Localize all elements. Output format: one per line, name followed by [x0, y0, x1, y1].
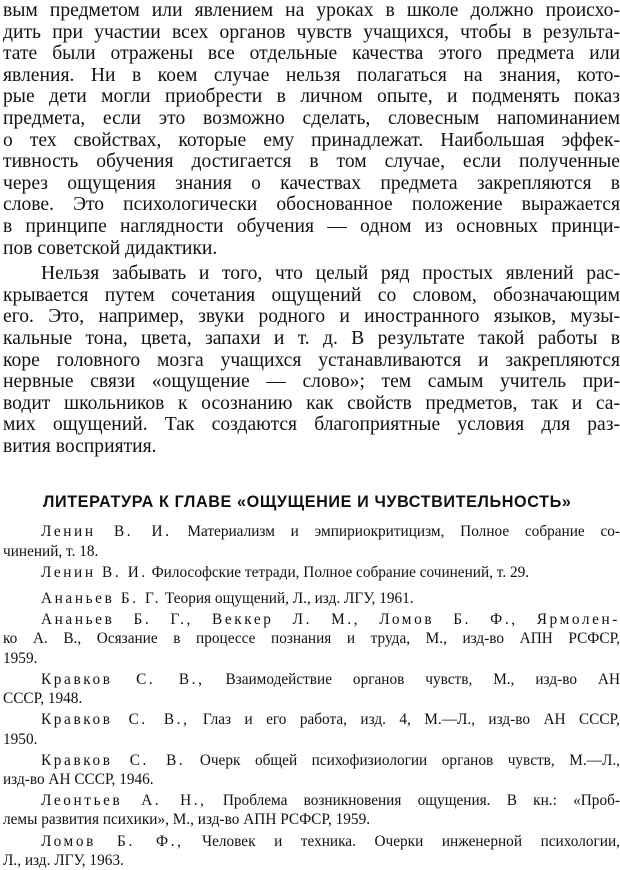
- reference-author: Леонтьев А. Н.,: [41, 792, 207, 810]
- reference-item: [3, 522, 620, 560]
- reference-line: Кравков С. В., Взаимодействие органов чувств, М., изд-во АН: [41, 670, 620, 688]
- reference-line: [3, 610, 620, 629]
- text-line: о тех свойствах, которые ему принадлежат. Наибольшая эффек-: [3, 129, 620, 151]
- reference-line: Ломов Б. Ф., Человек и техника. Очерки инженерной психологии,: [41, 832, 620, 850]
- text-line: вития восприятия.: [3, 435, 157, 457]
- text-line: пов советской дидактики.: [3, 237, 218, 259]
- reference-item: [3, 563, 620, 582]
- text-line: вым предметом или явлением на уроках в школе должно происхо-: [3, 0, 620, 21]
- text-line: явления. Ни в коем случае нельзя полагаться на знания, кото-: [3, 64, 620, 86]
- paragraph-2: [3, 263, 620, 457]
- text-line: в принципе наглядности обучения — одном из основных принци-: [3, 215, 620, 237]
- reference-item: [3, 710, 620, 748]
- text-line: мих ощущений. Так создаются благоприятные условия для раз-: [3, 414, 620, 436]
- text-line: его. Это, например, звуки родного и иностранного языков, музы-: [3, 306, 620, 328]
- reference-line: Ленин В. И. Философские тетради, Полное собрание сочинений, т. 29.: [41, 563, 530, 581]
- text-line: через ощущения знания о качествах предмета закрепляются в: [3, 172, 620, 194]
- text-line: крывается путем сочетания ощущений со словом, обозначающим: [3, 284, 620, 306]
- text-line: слове. Это психологически обоснованное положение выражается: [3, 194, 620, 216]
- reference-author: Ленин В. И.: [41, 563, 148, 581]
- text-line: Нельзя забывать и того, что целый ряд простых явлений рас-: [41, 263, 620, 285]
- reference-author: Ленин В. И.: [41, 523, 172, 541]
- reference-line: СССР, 1948.: [3, 690, 83, 708]
- reference-list: [3, 522, 620, 869]
- text-line: рые дети могли приобрести в личном опыте, и подменять показ: [3, 86, 620, 108]
- reference-line: Л., изд. ЛГУ, 1963.: [3, 851, 124, 869]
- reference-line: лемы развития психики», М., изд-во АПН РСФСР, 1959.: [3, 811, 371, 829]
- text-line: кальные тона, цвета, запахи и т. д. В результате такой работы в: [3, 327, 620, 349]
- reference-item: [3, 791, 620, 829]
- reference-line: Кравков С. В. Очерк общей психофизиологии органов чувств, М.—Л.,: [41, 751, 620, 769]
- text-line: тивность обучения достигается в том случае, если полученные: [3, 151, 620, 173]
- reference-line: Кравков С. В., Глаз и его работа, изд. 4, М.—Л., изд-во АН СССР,: [41, 711, 620, 729]
- reference-line: чинений, т. 18.: [3, 542, 99, 560]
- reference-author: Ломов Б. Ф.,: [41, 832, 184, 850]
- reference-author: Ананьев Б. Г., Веккер Л. М., Ломов Б. Ф., Ярмолен-: [41, 611, 620, 629]
- text-line: нервные связи «ощущение — слово»; тем самым учитель при-: [3, 371, 620, 393]
- text-line: коре головного мозга учащихся устанавливаются и закрепляются: [3, 349, 620, 371]
- reference-line: 1950.: [3, 730, 38, 748]
- reference-author: Кравков С. В.: [41, 751, 186, 769]
- reference-item: [3, 610, 620, 668]
- paragraph-1: [3, 0, 620, 259]
- reference-author: Ананьев Б. Г.: [41, 590, 162, 608]
- reference-item: [3, 832, 620, 870]
- reference-item: [3, 670, 620, 708]
- body-text: [3, 0, 620, 457]
- text-line: водит школьников к осознанию как свойств предметов, так и са-: [3, 392, 620, 414]
- reference-author: Кравков С. В.,: [41, 670, 205, 688]
- reference-line: Ананьев Б. Г. Теория ощущений, Л., изд. ЛГУ, 1961.: [41, 590, 414, 608]
- reference-line: изд-во АН СССР, 1946.: [3, 770, 154, 788]
- text-line: тате были отражены все отдельные качества этого предмета или: [3, 43, 620, 65]
- reference-line: 1959.: [3, 649, 38, 667]
- section-heading: ЛИТЕРАТУРА К ГЛАВЕ «ОЩУЩЕНИЕ И ЧУВСТВИТЕЛЬНОСТЬ»: [43, 493, 572, 512]
- reference-item: [3, 589, 620, 608]
- reference-line: Ленин В. И. Материализм и эмпириокритицизм, Полное собрание со-: [41, 523, 620, 541]
- reference-line: ко А. В., Осязание в процессе познания и труда, М., изд-во АПН РСФСР,: [3, 630, 620, 648]
- reference-line: Леонтьев А. Н., Проблема возникновения ощущения. В кн.: «Проб-: [41, 792, 620, 810]
- text-line: дить при участии всех органов чувств учащихся, чтобы в результа-: [3, 21, 620, 43]
- text-line: предмета, если это возможно сделать, словесным напоминанием: [3, 107, 620, 129]
- reference-author: Кравков С. В.,: [41, 711, 190, 729]
